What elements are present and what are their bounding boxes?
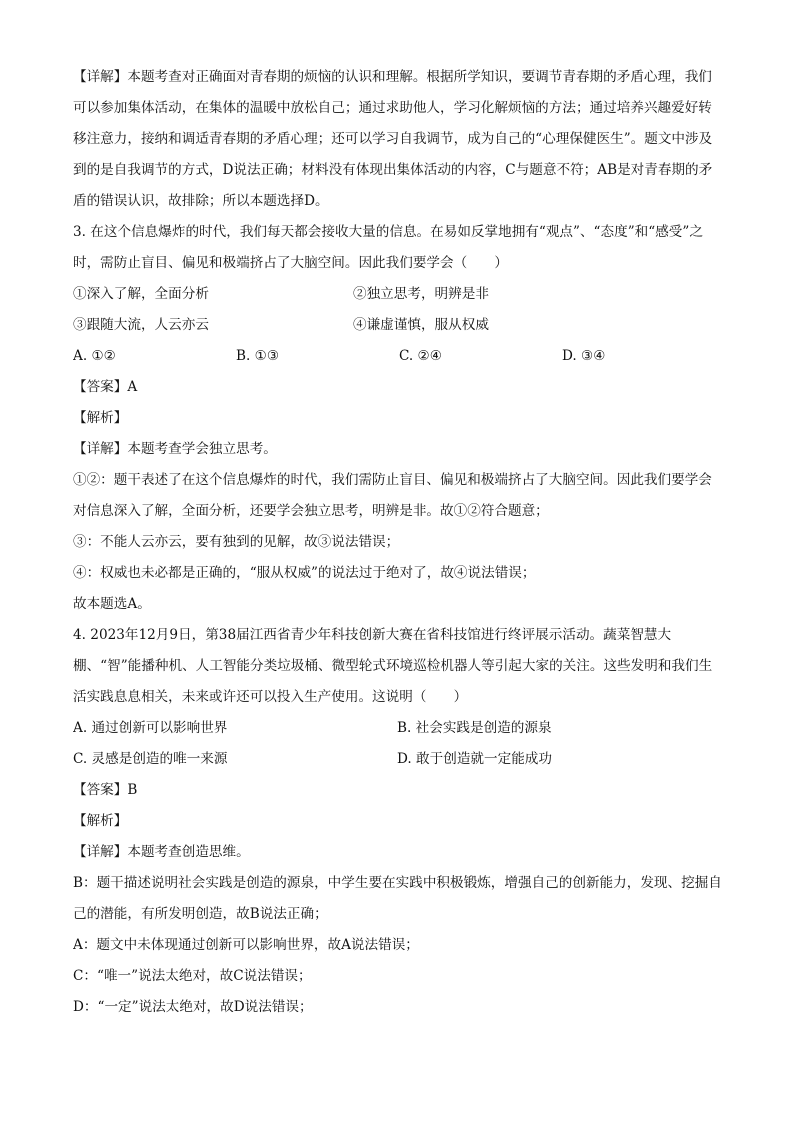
question-4-analysis-p1: B：题干描述说明社会实践是创造的源泉，中学生要在实践中积极锻炼，增强自己的创新能力，发现、挖掘自己的潜能，有所发明创造，故B说法正确；	[73, 875, 722, 922]
question-3-item-3: ③跟随大流，人云亦云	[73, 317, 209, 333]
question-3-analysis-p2: ③：不能人云亦云，要有独到的见解，故③说法错误；	[73, 534, 400, 550]
question-3-analysis-heading: 【解析】	[73, 410, 128, 426]
question-4-option-a: A. 通过创新可以影响世界	[73, 720, 228, 736]
question-3-item-2: ②独立思考，明辨是非	[353, 286, 489, 302]
question-3-option-b: B. ①③	[236, 348, 280, 364]
question-4-analysis-p4: D：“一定”说法太绝对，故D说法错误；	[73, 999, 313, 1015]
question-3-stem: 3. 在这个信息爆炸的时代，我们每天都会接收大量的信息。在易如反掌地拥有“观点”、“态度”和“感受”之时，需防止盲目、偏见和极端挤占了大脑空间。因此我们要学会（ ）	[73, 224, 703, 271]
question-3-item-4: ④谦虚谨慎，服从权威	[353, 317, 489, 333]
question-4-answer: 【答案】B	[73, 782, 138, 798]
question-4-stem: 4. 2023年12月9日，第38届江西省青少年科技创新大赛在省科技馆进行终评展示活动。蔬菜智慧大棚、“智”能播种机、人工智能分类垃圾桶、微型轮式环境巡检机器人等引起大家的关注。这些发明和我们生活实践息息相关，未来或许还可以投入生产使用。这说明（ ）	[73, 627, 713, 705]
question-3-conclusion: 故本题选A。	[73, 596, 151, 612]
question-3-detail: 【详解】本题考查学会独立思考。	[73, 441, 277, 457]
question-3-option-a: A. ①②	[73, 348, 116, 364]
question-4-option-b: B. 社会实践是创造的源泉	[397, 720, 552, 736]
question-3-analysis-p3: ④：权威也未必都是正确的，“服从权威”的说法过于绝对了，故④说法错误；	[73, 565, 536, 581]
question-4-option-d: D. 敢于创造就一定能成功	[397, 751, 552, 767]
question-4-options-row-1	[73, 713, 725, 744]
question-3-option-c: C. ②④	[399, 348, 442, 364]
question-3-items-row-2	[73, 310, 725, 341]
question-4-option-c: C. 灵感是创造的唯一来源	[73, 751, 228, 767]
page-content	[73, 62, 725, 1023]
question-3-items-row-1	[73, 279, 725, 310]
explanation-paragraph: 【详解】本题考查对正确面对青春期的烦恼的认识和理解。根据所学知识，要调节青春期的矛盾心理，我们可以参加集体活动，在集体的温暖中放松自己；通过求助他人，学习化解烦恼的方法；通过培养兴趣爱好转移注意力，接纳和调适青春期的矛盾心理；还可以学习自我调节，成为自己的“心理保健医生”。题文中涉及到的是自我调节的方式，D说法正确；材料没有体现出集体活动的内容，C与题意不符；AB是对青春期的矛盾的错误认识，故排除；所以本题选择D。	[73, 69, 713, 209]
question-3-option-d: D. ③④	[562, 348, 606, 364]
question-3-item-1: ①深入了解，全面分析	[73, 286, 209, 302]
question-3-options	[73, 341, 725, 372]
question-4-analysis-p3: C：“唯一”说法太绝对，故C说法错误；	[73, 968, 312, 984]
question-4-detail: 【详解】本题考查创造思维。	[73, 844, 250, 860]
question-4-analysis-p2: A：题文中未体现通过创新可以影响世界，故A说法错误；	[73, 937, 419, 953]
question-4-analysis-heading: 【解析】	[73, 813, 128, 829]
question-4-options-row-2	[73, 744, 725, 775]
question-3-answer: 【答案】A	[73, 379, 138, 395]
question-3-analysis-p1: ①②：题干表述了在这个信息爆炸的时代，我们需防止盲目、偏见和极端挤占了大脑空间。因此我们要学会对信息深入了解，全面分析，还要学会独立思考，明辨是非。故①②符合题意；	[73, 472, 712, 519]
